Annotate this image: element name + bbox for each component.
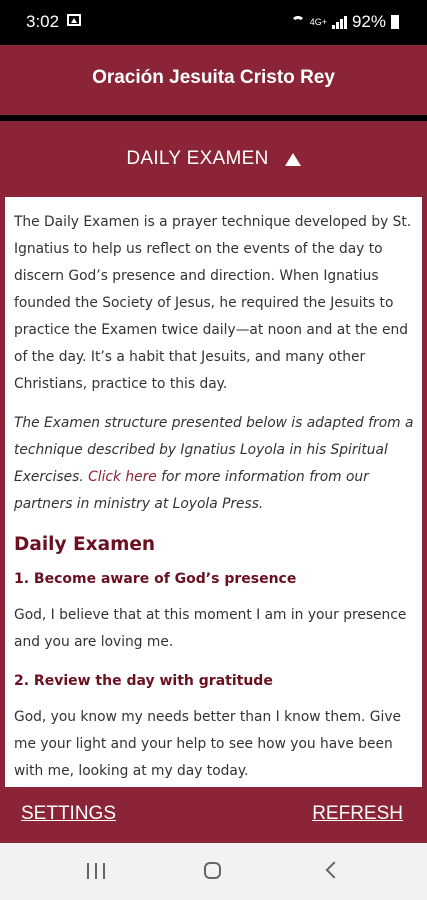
network-label: 4G+ <box>309 16 327 27</box>
refresh-button[interactable]: REFRESH <box>312 803 403 824</box>
app-title-bar <box>0 45 427 115</box>
system-nav-bar <box>0 843 427 900</box>
daily-examen-heading: Daily Examen <box>14 534 156 555</box>
section-title: DAILY EXAMEN <box>126 148 269 169</box>
bottom-bar <box>0 787 427 843</box>
click-here-link[interactable]: Click here <box>88 469 157 485</box>
status-bar <box>0 0 427 45</box>
section-toggle[interactable] <box>0 121 427 197</box>
image-notification-icon <box>67 14 81 26</box>
back-icon[interactable] <box>326 862 343 879</box>
step2-text: God, you know my needs better than I know them. Give me your light and your help to see how you have been with me, looking at my day today. <box>14 709 401 779</box>
note-text-before: The Examen structure presented below is adapted from a technique described by Ignatius Loyola in his Spiritual Exercises. <box>14 415 414 485</box>
recents-icon[interactable] <box>87 863 105 879</box>
settings-button[interactable]: SETTINGS <box>21 803 117 824</box>
step1-title: 1. Become aware of God’s presence <box>14 571 297 587</box>
step1-text: God, I believe that at this moment I am in your presence and you are loving me. <box>14 607 407 650</box>
content-scroll-area[interactable] <box>5 197 422 787</box>
step2-title: 2. Review the day with gratitude <box>14 673 273 689</box>
signal-icon <box>332 16 347 29</box>
content-frame <box>0 197 427 787</box>
note-text-after: for more information from our partners in ministry at Loyola Press. <box>14 469 369 512</box>
status-icons <box>291 12 399 32</box>
app-title: Oración Jesuita Cristo Rey <box>92 67 335 88</box>
battery-percent: 92% <box>351 12 386 31</box>
battery-icon <box>391 15 399 29</box>
wifi-icon <box>291 16 305 28</box>
collapse-arrow-icon <box>285 153 301 166</box>
note-paragraph <box>14 410 414 518</box>
intro-paragraph: The Daily Examen is a prayer technique developed by St. Ignatius to help us reflect on the events of the day to discern God’s presence and direction. When Ignatius founded the Society of Jesus, he required the Jesuits to practice the Examen twice daily—at noon and at the end of the day. It’s a habit that Jesuits, and many other Christians, practice to this day. <box>14 214 412 392</box>
status-time: 3:02 <box>26 12 60 31</box>
home-icon[interactable] <box>204 862 221 879</box>
